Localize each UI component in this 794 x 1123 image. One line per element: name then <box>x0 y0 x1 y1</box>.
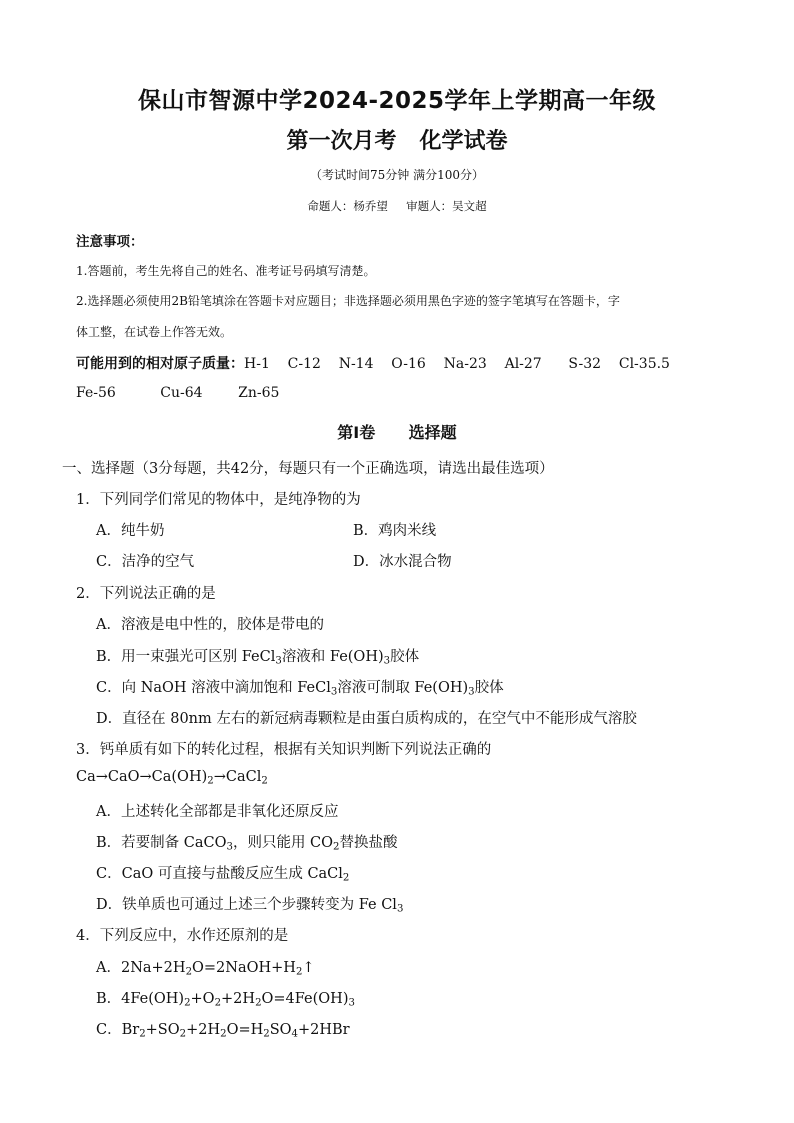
q4b-sub-1: 2 <box>184 997 191 1009</box>
q3d-sub-1: 3 <box>396 903 404 915</box>
q4c-sub-5: 4 <box>291 1028 298 1040</box>
q4c-text-1: C．Br <box>96 1022 140 1038</box>
q2c-sub-1: 3 <box>330 686 338 698</box>
q3c-text-1: C．CaO 可直接与盐酸反应生成 CaCl <box>96 866 343 882</box>
question-3-option-c <box>96 862 349 883</box>
atomic-mass-values-1: H-1 C-12 N-14 O-16 Na-23 Al-27 S-32 Cl-35.5 <box>244 356 670 372</box>
q4a-sub-2: 2 <box>295 966 303 978</box>
atomic-mass-line1 <box>76 353 670 373</box>
exam-info: （考试时间75分钟 满分100分） <box>310 168 484 182</box>
atomic-mass-values-2: Fe-56 Cu-64 Zn-65 <box>76 385 280 401</box>
exam-title-line1: 保山市智源中学2024-2025学年上学期高一年级 <box>137 88 657 114</box>
q4c-sub-2: 2 <box>179 1028 187 1040</box>
exam-authors: 命题人：杨乔望 审题人：吴文超 <box>307 199 487 213</box>
q2c-text-3: 胶体 <box>474 680 504 696</box>
q4b-text-2: +O <box>190 991 215 1007</box>
q2b-text-3: 胶体 <box>390 649 420 665</box>
q2b-text-2: 溶液和 Fe(OH) <box>281 649 384 665</box>
question-3-option-d <box>96 893 403 914</box>
q4c-sub-4: 2 <box>263 1028 270 1040</box>
q4c-text-2: +SO <box>145 1022 180 1038</box>
question-2-option-d: D．直径在 80nm 左右的新冠病毒颗粒是由蛋白质构成的，在空气中不能形成气溶胶 <box>96 711 637 727</box>
q4c-text-5: SO <box>269 1022 292 1038</box>
notice-item-1: 1.答题前，考生先将自己的姓名、准考证号码填写清楚。 <box>76 264 376 278</box>
q3-chain-sub-1: 2 <box>207 775 214 787</box>
q3b-text-2: ，则只能用 CO <box>232 835 334 851</box>
q3-chain-sub-2: 2 <box>261 775 268 787</box>
question-1-stem: 1．下列同学们常见的物体中，是纯净物的为 <box>76 492 361 508</box>
q4a-sub-1: 2 <box>185 966 193 978</box>
q2c-sub-2: 3 <box>468 686 475 698</box>
question-4-option-b <box>96 987 355 1008</box>
notice-heading: 注意事项： <box>76 234 144 250</box>
q4b-sub-2: 2 <box>214 997 222 1009</box>
q4c-text-6: +2HBr <box>297 1022 350 1038</box>
q4b-text-4: O=4Fe(OH) <box>261 991 349 1007</box>
atomic-mass-label: 可能用到的相对原子质量： <box>76 356 244 372</box>
section-title: 第Ⅰ卷 选择题 <box>337 423 457 442</box>
q2b-sub-1: 3 <box>275 655 282 667</box>
q3-chain-2: →CaCl <box>213 769 262 785</box>
question-1-option-d: D．冰水混合物 <box>353 554 452 570</box>
question-2-stem: 2．下列说法正确的是 <box>76 586 216 602</box>
q4b-sub-4: 3 <box>348 997 355 1009</box>
q4a-text-2: O=2NaOH+H <box>192 960 296 976</box>
question-1-option-a: A．纯牛奶 <box>96 523 165 539</box>
q3b-sub-1: 3 <box>226 841 233 853</box>
q2c-text-1: C．向 NaOH 溶液中滴加饱和 FeCl <box>96 680 331 696</box>
q4c-text-4: O=H <box>226 1022 264 1038</box>
q2b-text-1: B．用一束强光可区别 FeCl <box>96 649 276 665</box>
question-1-option-b: B．鸡肉米线 <box>353 523 437 539</box>
question-4-option-a <box>96 956 315 977</box>
notice-item-2-line2: 体工整，在试卷上作答无效。 <box>76 325 233 339</box>
q4c-sub-1: 2 <box>139 1028 146 1040</box>
question-2-option-a: A．溶液是电中性的，胶体是带电的 <box>96 617 324 633</box>
question-1-option-c: C．洁净的空气 <box>96 554 195 570</box>
q3b-text-1: B．若要制备 CaCO <box>96 835 227 851</box>
q3c-sub-1: 2 <box>342 872 350 884</box>
question-4-stem: 4．下列反应中，水作还原剂的是 <box>76 928 289 944</box>
q3b-text-3: 替换盐酸 <box>339 835 398 851</box>
question-3-option-a: A．上述转化全部都是非氧化还原反应 <box>96 804 339 820</box>
question-3-chain <box>76 769 268 785</box>
question-3-stem: 3．钙单质有如下的转化过程，根据有关知识判断下列说法正确的 <box>76 742 492 758</box>
exam-title-line2: 第一次月考 化学试卷 <box>286 129 508 154</box>
question-4-option-c <box>96 1018 350 1039</box>
q2c-text-2: 溶液可制取 Fe(OH) <box>337 680 469 696</box>
q4c-text-3: +2H <box>186 1022 221 1038</box>
q3b-sub-2: 2 <box>333 841 340 853</box>
notice-item-2-line1: 2.选择题必须使用2B铅笔填涂在答题卡对应题目；非选择题必须用黑色字迹的签字笔填写在答题卡，字 <box>76 294 620 308</box>
q3d-text-1: D．铁单质也可通过上述三个步骤转变为 Fe Cl <box>96 897 397 913</box>
q3-chain-1: Ca→CaO→Ca(OH) <box>76 769 208 785</box>
section-instruction: 一、选择题（3分每题，共42分，每题只有一个正确选项，请选出最佳选项） <box>62 461 554 477</box>
q4c-sub-3: 2 <box>220 1028 227 1040</box>
q4a-text-1: A．2Na+2H <box>96 960 186 976</box>
q2b-sub-2: 3 <box>383 655 391 667</box>
question-3-option-b <box>96 831 398 852</box>
q4b-sub-3: 2 <box>255 997 262 1009</box>
q4b-text-1: B．4Fe(OH) <box>96 991 185 1007</box>
q4b-text-3: +2H <box>221 991 256 1007</box>
q4a-text-3: ↑ <box>302 960 315 976</box>
question-2-option-b <box>96 645 419 666</box>
question-2-option-c <box>96 676 504 697</box>
